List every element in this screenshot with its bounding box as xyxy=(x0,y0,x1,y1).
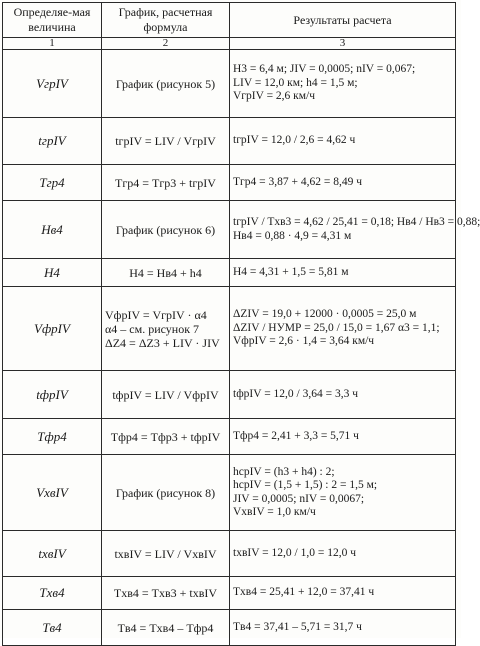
result-line: tгрIV / Tхв3 = 4,62 / 25,41 = 0,18; Hв4 / Hв3 = 0,88; xyxy=(233,216,480,228)
quantity-cell: H4 xyxy=(3,259,102,287)
table-row xyxy=(3,610,456,646)
column-number: 1 xyxy=(3,38,102,50)
result-line: tгрIV = 12,0 / 2,6 = 4,62 ч xyxy=(233,134,356,147)
result-line: H3 = 6,4 м; JIV = 0,0005; nIV = 0,067; xyxy=(233,63,416,76)
header-quantity: Определяе-мая величина xyxy=(3,3,102,38)
column-number: 3 xyxy=(230,38,456,50)
table-row xyxy=(3,287,456,371)
quantity-cell: Tхв4 xyxy=(3,577,102,610)
header-results: Результаты расчета xyxy=(230,3,456,38)
formula-line: tгрIV = LIV / VгрIV xyxy=(115,134,216,148)
formula-line: H4 = Hв4 + h4 xyxy=(129,265,202,280)
quantity-cell: Tв4 xyxy=(3,610,102,646)
result-line: LIV = 12,0 км; h4 = 1,5 м; xyxy=(233,76,358,89)
formula-line: α4 – см. рисунок 7 xyxy=(105,321,200,336)
column-number: 2 xyxy=(102,38,230,50)
result-line: VфрIV = 2,6 · 1,4 = 3,64 км/ч xyxy=(233,335,375,348)
result-line: VгрIV = 2,6 км/ч xyxy=(233,90,316,103)
result-line: tфрIV = 12,0 / 3,64 = 3,3 ч xyxy=(233,387,359,400)
formula-line: tфрIV = LIV / VфрIV xyxy=(112,387,219,402)
result-line: Tхв4 = 25,41 + 12,0 = 37,41 ч xyxy=(233,586,375,599)
quantity-cell: VфрIV xyxy=(3,287,102,371)
table-row xyxy=(3,577,456,610)
formula-line: График (рисунок 6) xyxy=(115,222,216,237)
quantity-cell: Hв4 xyxy=(3,201,102,259)
formula-line: tхвIV = LIV / VхвIV xyxy=(114,546,217,561)
table-row xyxy=(3,259,456,287)
table-row xyxy=(3,201,456,259)
result-line: VхвIV = 1,0 км/ч xyxy=(233,506,316,518)
formula-line: Tв4 = Tхв4 – Tфр4 xyxy=(117,620,214,635)
result-line: Tфр4 = 2,41 + 3,3 = 5,71 ч xyxy=(233,429,359,442)
column-number-row xyxy=(3,38,456,50)
result-line: ΔZIV = 19,0 + 12000 · 0,0005 = 25,0 м xyxy=(233,308,417,321)
result-line: hcpIV = (h3 + h4) : 2; xyxy=(233,465,335,478)
formula-line: Tхв4 = Tхв3 + tхвIV xyxy=(113,586,218,600)
result-line: JIV = 0,0005; nIV = 0,0067; xyxy=(233,492,365,505)
table-row xyxy=(3,50,456,118)
table-row xyxy=(3,165,456,201)
result-line: ΔZIV / HУМР = 25,0 / 15,0 = 1,67 α3 = 1,1; xyxy=(233,321,440,334)
table-row xyxy=(3,118,456,165)
result-line: Tгр4 = 3,87 + 4,62 = 8,49 ч xyxy=(233,175,362,188)
quantity-cell: tгрIV xyxy=(3,118,102,165)
quantity-cell: VгрIV xyxy=(3,50,102,118)
formula-line: ΔZ4 = ΔZ3 + LIV · JIV xyxy=(105,335,220,350)
result-line: Hв4 = 0,88 · 4,9 = 4,31 м xyxy=(233,229,352,242)
result-line: hcpIV = (1,5 + 1,5) : 2 = 1,5 м; xyxy=(233,479,378,491)
quantity-cell: Tгр4 xyxy=(3,165,102,201)
formula-line: Tгр4 = Tгр3 + tгрIV xyxy=(115,175,216,190)
quantity-cell: Tфр4 xyxy=(3,419,102,455)
table-row xyxy=(3,531,456,577)
result-line: Tв4 = 37,41 – 5,71 = 31,7 ч xyxy=(233,620,362,633)
table-row xyxy=(3,419,456,455)
table-row xyxy=(3,371,456,419)
table-row xyxy=(3,455,456,531)
formula-line: График (рисунок 8) xyxy=(115,485,216,500)
result-line: tхвIV = 12,0 / 1,0 = 12,0 ч xyxy=(233,546,357,559)
table-header-row xyxy=(3,3,456,38)
header-formula: График, расчетная формула xyxy=(102,3,230,38)
formula-line: VфрIV = VгрIV · α4 xyxy=(105,307,207,322)
quantity-cell: VхвIV xyxy=(3,455,102,531)
formula-line: Tфр4 = Tфр3 + tфрIV xyxy=(110,429,221,444)
quantity-cell: tфрIV xyxy=(3,371,102,419)
formula-line: График (рисунок 5) xyxy=(115,76,216,91)
result-line: H4 = 4,31 + 1,5 = 5,81 м xyxy=(233,265,349,278)
calculation-table xyxy=(2,2,480,646)
quantity-cell: tхвIV xyxy=(3,531,102,577)
